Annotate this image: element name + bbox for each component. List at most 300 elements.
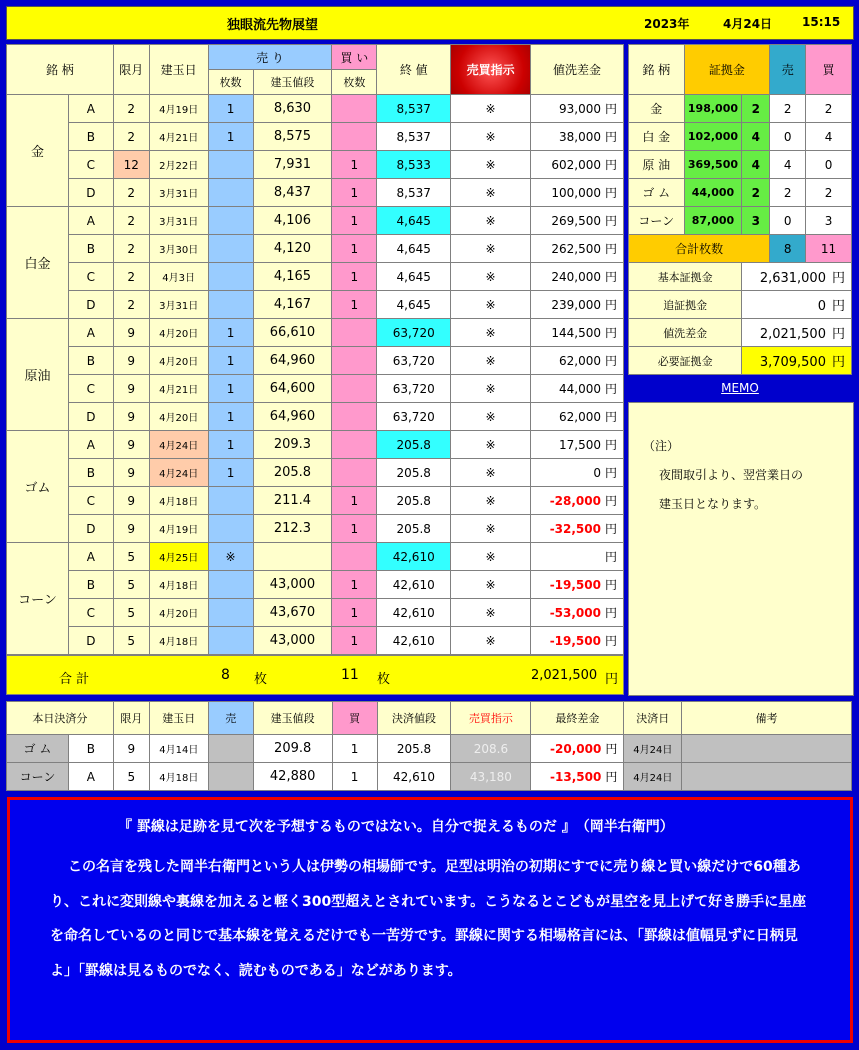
row-key: C	[68, 487, 113, 515]
row-tategyokubi: 3月31日	[149, 291, 208, 319]
row-nearai-sakin	[531, 459, 624, 487]
header-bar	[6, 6, 854, 40]
margin-total-label: 合計枚数	[629, 235, 770, 263]
row-sell-count	[208, 291, 253, 319]
row-nearai-sakin	[531, 235, 624, 263]
settlement-table	[6, 701, 852, 791]
col-kai-maisu: 枚数	[332, 70, 377, 95]
row-sell-count	[208, 627, 253, 655]
col-kai: 買 い	[332, 45, 377, 70]
margin-multiplier: 2	[742, 179, 770, 207]
row-tategyoku-nedan: 8,575	[253, 123, 332, 151]
row-owarine: 42,610	[377, 627, 451, 655]
quote-body: この名言を残した岡半右衛門という人は伊勢の相場師です。足型は明治の初期にすでに売り線と買い線だけで60種あり、これに変則線や裏線を加えると軽く300型超えとされています。こうなるとこどもが星空を見上げて好き勝手に星座を命名しているのと同じで基本線を覚えるだけでも一苦労です。罫線に関する相場格言には、「罫線は値幅見ずに日柄見よ」「罫線は見るものでなく、読むものである」などがあります。	[50, 859, 807, 979]
row-owarine: 4,645	[377, 235, 451, 263]
table-row	[7, 235, 624, 263]
settle-tategyokubi: 4月14日	[149, 735, 208, 763]
memo-link[interactable]: MEMO	[628, 377, 852, 399]
row-buy-count: 1	[332, 627, 377, 655]
row-buy-count	[332, 543, 377, 571]
row-gengetsu: 9	[113, 403, 149, 431]
margin-buy: 3	[806, 207, 852, 235]
margin-col-meigara: 銘 柄	[629, 45, 685, 95]
row-tategyoku-nedan: 64,600	[253, 375, 332, 403]
margin-summary-row	[629, 319, 852, 347]
col-meigara: 銘 柄	[7, 45, 114, 95]
settle-key: A	[68, 763, 113, 791]
settle-kessai-nedan: 42,610	[377, 763, 451, 791]
row-key: D	[68, 627, 113, 655]
row-nearai-sakin	[531, 179, 624, 207]
row-gengetsu: 9	[113, 459, 149, 487]
row-gengetsu: 9	[113, 319, 149, 347]
header-time: 15:15	[802, 15, 841, 29]
settle-buy: 1	[332, 735, 377, 763]
row-buy-count: 1	[332, 571, 377, 599]
memo-line-2: 夜間取引より、翌営業日の	[659, 468, 804, 482]
row-tategyoku-nedan: 64,960	[253, 347, 332, 375]
row-nearai-value: -32,500	[549, 522, 601, 536]
row-baibai-shiji: ※	[451, 487, 531, 515]
row-owarine: 4,645	[377, 291, 451, 319]
group-name: 原油	[7, 319, 69, 431]
col-gengetsu: 限月	[113, 45, 149, 95]
margin-sell: 0	[770, 207, 806, 235]
row-buy-count: 1	[332, 291, 377, 319]
row-nearai-value: -19,500	[549, 634, 601, 648]
row-tategyokubi: 4月25日	[149, 543, 208, 571]
margin-summary-row	[629, 291, 852, 319]
row-key: B	[68, 123, 113, 151]
row-tategyokubi: 4月18日	[149, 571, 208, 599]
table-row	[7, 179, 624, 207]
row-yen: 円	[604, 242, 617, 256]
row-owarine: 205.8	[377, 487, 451, 515]
settle-saishu-sakin	[531, 763, 624, 791]
row-owarine: 63,720	[377, 403, 451, 431]
row-tategyoku-nedan: 64,960	[253, 403, 332, 431]
page-title: 独眼流先物展望	[227, 18, 319, 33]
row-key: D	[68, 403, 113, 431]
settle-biko	[682, 763, 852, 791]
row-baibai-shiji: ※	[451, 543, 531, 571]
row-yen: 円	[604, 102, 617, 116]
total-yen: 円	[605, 672, 619, 687]
row-tategyokubi: 4月18日	[149, 627, 208, 655]
table-row	[7, 319, 624, 347]
settle-col-tategyoku-nedan: 建玉値段	[253, 702, 332, 735]
settle-kessai-nedan: 205.8	[377, 735, 451, 763]
settle-saishu-value: -20,000	[550, 742, 602, 756]
row-buy-count: 1	[332, 179, 377, 207]
row-tategyoku-nedan: 209.3	[253, 431, 332, 459]
col-tategyokubi: 建玉日	[149, 45, 208, 95]
row-gengetsu: 2	[113, 179, 149, 207]
row-gengetsu: 12	[113, 151, 149, 179]
margin-summary-row	[629, 347, 852, 375]
row-nearai-sakin	[531, 151, 624, 179]
row-tategyokubi: 3月31日	[149, 179, 208, 207]
table-row	[7, 627, 624, 655]
positions-table	[6, 44, 624, 655]
row-gengetsu: 9	[113, 431, 149, 459]
row-gengetsu: 2	[113, 291, 149, 319]
margin-summary-yen: 円	[831, 327, 845, 342]
row-owarine: 8,537	[377, 179, 451, 207]
row-yen: 円	[604, 382, 617, 396]
row-gengetsu: 2	[113, 263, 149, 291]
table-row	[7, 571, 624, 599]
margin-amount: 44,000	[684, 179, 742, 207]
row-nearai-sakin	[531, 431, 624, 459]
margin-multiplier: 2	[742, 95, 770, 123]
row-nearai-sakin	[531, 571, 624, 599]
row-buy-count: 1	[332, 207, 377, 235]
row-tategyokubi: 4月24日	[149, 431, 208, 459]
row-owarine: 63,720	[377, 319, 451, 347]
row-gengetsu: 2	[113, 235, 149, 263]
margin-name: ゴ ム	[629, 179, 685, 207]
table-row	[7, 431, 624, 459]
margin-name: 金	[629, 95, 685, 123]
margin-summary-yen: 円	[831, 271, 845, 286]
row-nearai-sakin	[531, 403, 624, 431]
row-owarine: 8,537	[377, 123, 451, 151]
row-tategyokubi: 4月20日	[149, 403, 208, 431]
row-nearai-sakin	[531, 515, 624, 543]
row-nearai-value: 62,000	[558, 410, 601, 424]
total-buy-count: 11	[341, 667, 359, 683]
row-baibai-shiji: ※	[451, 431, 531, 459]
row-key: C	[68, 375, 113, 403]
col-owarine: 終 値	[377, 45, 451, 95]
row-tategyoku-nedan	[253, 543, 332, 571]
margin-buy: 2	[806, 95, 852, 123]
row-nearai-sakin	[531, 347, 624, 375]
margin-row	[629, 95, 852, 123]
margin-multiplier: 4	[742, 123, 770, 151]
row-key: B	[68, 571, 113, 599]
row-nearai-sakin	[531, 599, 624, 627]
row-yen: 円	[604, 410, 617, 424]
margin-summary-value	[742, 291, 852, 319]
row-buy-count: 1	[332, 151, 377, 179]
row-gengetsu: 2	[113, 207, 149, 235]
margin-amount: 87,000	[684, 207, 742, 235]
row-nearai-value: 602,000	[551, 158, 601, 172]
row-tategyokubi: 4月20日	[149, 319, 208, 347]
settle-gengetsu: 5	[113, 763, 149, 791]
row-owarine: 4,645	[377, 263, 451, 291]
row-gengetsu: 9	[113, 347, 149, 375]
settle-name: コーン	[7, 763, 69, 791]
row-nearai-value: 240,000	[551, 270, 601, 284]
row-nearai-sakin	[531, 375, 624, 403]
row-sell-count	[208, 235, 253, 263]
margin-sell: 4	[770, 151, 806, 179]
row-tategyoku-nedan: 8,437	[253, 179, 332, 207]
margin-sell: 2	[770, 179, 806, 207]
row-sell-count	[208, 263, 253, 291]
margin-summary-value	[742, 263, 852, 291]
row-buy-count	[332, 459, 377, 487]
row-gengetsu: 5	[113, 543, 149, 571]
margin-row	[629, 207, 852, 235]
row-key: D	[68, 291, 113, 319]
row-nearai-value: 262,500	[551, 242, 601, 256]
margin-summary-label: 必要証拠金	[629, 347, 742, 375]
row-key: B	[68, 347, 113, 375]
settle-col-baibai-shiji: 売買指示	[451, 702, 531, 735]
row-yen: 円	[604, 158, 617, 172]
row-sell-count	[208, 179, 253, 207]
table-row	[7, 207, 624, 235]
row-key: D	[68, 179, 113, 207]
row-sell-count: 1	[208, 431, 253, 459]
header-date: 4月24日	[723, 17, 773, 31]
row-key: A	[68, 207, 113, 235]
settle-yen: 円	[605, 742, 618, 756]
row-yen: 円	[604, 578, 617, 592]
margin-row	[629, 151, 852, 179]
settle-gengetsu: 9	[113, 735, 149, 763]
row-baibai-shiji: ※	[451, 151, 531, 179]
settle-col-biko: 備考	[682, 702, 852, 735]
col-nearai-sakin: 値洗差金	[531, 45, 624, 95]
margin-table	[628, 44, 852, 375]
margin-amount: 198,000	[684, 95, 742, 123]
group-name: ゴム	[7, 431, 69, 543]
row-tategyoku-nedan: 7,931	[253, 151, 332, 179]
row-nearai-value: 269,500	[551, 214, 601, 228]
row-owarine: 63,720	[377, 375, 451, 403]
margin-multiplier: 4	[742, 151, 770, 179]
table-row	[7, 291, 624, 319]
row-yen: 円	[604, 550, 617, 564]
row-nearai-value: 44,000	[558, 382, 601, 396]
row-sell-count	[208, 571, 253, 599]
row-tategyokubi: 4月24日	[149, 459, 208, 487]
total-bar	[6, 655, 624, 695]
row-baibai-shiji: ※	[451, 515, 531, 543]
row-tategyokubi: 4月19日	[149, 95, 208, 123]
col-uri: 売 り	[208, 45, 332, 70]
row-gengetsu: 5	[113, 627, 149, 655]
row-nearai-sakin	[531, 291, 624, 319]
row-nearai-value: 17,500	[558, 438, 601, 452]
row-owarine: 205.8	[377, 459, 451, 487]
row-sell-count: 1	[208, 459, 253, 487]
total-label: 合 計	[59, 672, 90, 687]
settle-sell	[208, 735, 253, 763]
row-yen: 円	[604, 354, 617, 368]
row-buy-count	[332, 347, 377, 375]
settle-tategyoku-nedan: 209.8	[253, 735, 332, 763]
row-owarine: 42,610	[377, 543, 451, 571]
row-sell-count	[208, 151, 253, 179]
row-key: C	[68, 151, 113, 179]
row-yen: 円	[604, 466, 617, 480]
row-tategyokubi: 4月20日	[149, 599, 208, 627]
row-baibai-shiji: ※	[451, 123, 531, 151]
row-gengetsu: 9	[113, 515, 149, 543]
row-buy-count	[332, 123, 377, 151]
col-uri-maisu: 枚数	[208, 70, 253, 95]
row-sell-count	[208, 487, 253, 515]
memo-line-3: 建玉日となります。	[659, 497, 767, 511]
row-buy-count: 1	[332, 599, 377, 627]
row-nearai-value: 38,000	[558, 130, 601, 144]
row-baibai-shiji: ※	[451, 179, 531, 207]
margin-name: 原 油	[629, 151, 685, 179]
margin-sell: 2	[770, 95, 806, 123]
margin-summary-amount: 0	[817, 299, 826, 314]
row-baibai-shiji: ※	[451, 627, 531, 655]
total-sell-unit: 枚	[254, 672, 268, 687]
settle-col-kai: 買	[332, 702, 377, 735]
quote-title: 『 罫線は足跡を見て次を予想するものではない。自分で捉えるものだ 』 （岡半右衛門）	[118, 819, 674, 835]
table-row	[7, 375, 624, 403]
settle-col-gengetsu: 限月	[113, 702, 149, 735]
memo-line-1: （注）	[643, 439, 680, 453]
settle-col-uri: 売	[208, 702, 253, 735]
row-sell-count	[208, 207, 253, 235]
margin-total-row	[629, 235, 852, 263]
margin-summary-yen: 円	[831, 299, 845, 314]
table-row	[7, 403, 624, 431]
row-baibai-shiji: ※	[451, 599, 531, 627]
row-nearai-sakin	[531, 95, 624, 123]
row-key: A	[68, 543, 113, 571]
row-tategyoku-nedan: 4,167	[253, 291, 332, 319]
settle-col-kessai-nedan: 決済値段	[377, 702, 451, 735]
settle-biko	[682, 735, 852, 763]
row-key: A	[68, 431, 113, 459]
row-nearai-value: -53,000	[549, 606, 601, 620]
margin-total-buy: 11	[806, 235, 852, 263]
group-name: コーン	[7, 543, 69, 655]
table-row	[7, 263, 624, 291]
row-tategyoku-nedan: 43,000	[253, 627, 332, 655]
col-tategyoku-nedan: 建玉値段	[253, 70, 332, 95]
row-gengetsu: 2	[113, 123, 149, 151]
row-baibai-shiji: ※	[451, 459, 531, 487]
row-tategyokubi: 4月19日	[149, 515, 208, 543]
settle-baibai-shiji: 43,180	[451, 763, 531, 791]
margin-summary-amount: 2,631,000	[759, 271, 826, 286]
row-yen: 円	[604, 438, 617, 452]
row-nearai-value: -19,500	[549, 578, 601, 592]
settle-row	[7, 735, 852, 763]
margin-multiplier: 3	[742, 207, 770, 235]
row-nearai-sakin	[531, 263, 624, 291]
total-amount: 2,021,500	[531, 668, 598, 683]
row-tategyokubi: 3月30日	[149, 235, 208, 263]
settle-key: B	[68, 735, 113, 763]
settle-col-kessaibi: 決済日	[624, 702, 682, 735]
settle-tategyoku-nedan: 42,880	[253, 763, 332, 791]
row-baibai-shiji: ※	[451, 207, 531, 235]
settle-saishu-sakin	[531, 735, 624, 763]
margin-col-kai: 買	[806, 45, 852, 95]
margin-summary-label: 追証拠金	[629, 291, 742, 319]
row-tategyokubi: 3月31日	[149, 207, 208, 235]
table-row	[7, 151, 624, 179]
row-nearai-value: 62,000	[558, 354, 601, 368]
row-tategyokubi: 2月22日	[149, 151, 208, 179]
margin-summary-label: 基本証拠金	[629, 263, 742, 291]
table-row	[7, 95, 624, 123]
row-owarine: 205.8	[377, 515, 451, 543]
row-owarine: 42,610	[377, 571, 451, 599]
table-row	[7, 543, 624, 571]
settle-tategyokubi: 4月18日	[149, 763, 208, 791]
row-gengetsu: 9	[113, 375, 149, 403]
group-name: 白金	[7, 207, 69, 319]
row-key: C	[68, 599, 113, 627]
row-nearai-sakin	[531, 487, 624, 515]
row-buy-count	[332, 431, 377, 459]
row-yen: 円	[604, 214, 617, 228]
row-sell-count: ※	[208, 543, 253, 571]
margin-row	[629, 123, 852, 151]
row-gengetsu: 5	[113, 599, 149, 627]
row-yen: 円	[604, 298, 617, 312]
row-key: B	[68, 459, 113, 487]
row-tategyoku-nedan: 43,000	[253, 571, 332, 599]
settle-col-saishu-sakin: 最終差金	[531, 702, 624, 735]
row-nearai-value: -28,000	[549, 494, 601, 508]
margin-name: 白 金	[629, 123, 685, 151]
margin-summary-value	[742, 319, 852, 347]
row-baibai-shiji: ※	[451, 347, 531, 375]
row-yen: 円	[604, 522, 617, 536]
row-owarine: 8,533	[377, 151, 451, 179]
row-tategyoku-nedan: 211.4	[253, 487, 332, 515]
settle-col-title: 本日決済分	[7, 702, 114, 735]
total-buy-unit: 枚	[377, 672, 391, 687]
row-tategyoku-nedan: 4,120	[253, 235, 332, 263]
table-row	[7, 599, 624, 627]
row-nearai-sakin	[531, 627, 624, 655]
row-nearai-sakin	[531, 543, 624, 571]
row-nearai-value: 100,000	[551, 186, 601, 200]
margin-buy: 2	[806, 179, 852, 207]
row-nearai-value: 93,000	[558, 102, 601, 116]
row-key: A	[68, 95, 113, 123]
settle-row	[7, 763, 852, 791]
row-baibai-shiji: ※	[451, 263, 531, 291]
row-buy-count: 1	[332, 487, 377, 515]
row-buy-count	[332, 375, 377, 403]
row-baibai-shiji: ※	[451, 403, 531, 431]
row-gengetsu: 5	[113, 571, 149, 599]
table-row	[7, 515, 624, 543]
settle-saishu-value: -13,500	[550, 770, 602, 784]
row-buy-count	[332, 319, 377, 347]
row-yen: 円	[604, 494, 617, 508]
row-yen: 円	[604, 186, 617, 200]
row-gengetsu: 9	[113, 487, 149, 515]
row-sell-count: 1	[208, 375, 253, 403]
margin-summary-yen: 円	[831, 355, 845, 370]
table-row	[7, 459, 624, 487]
margin-row	[629, 179, 852, 207]
row-baibai-shiji: ※	[451, 375, 531, 403]
margin-buy: 4	[806, 123, 852, 151]
row-nearai-value: 0	[593, 466, 601, 480]
settle-sell	[208, 763, 253, 791]
